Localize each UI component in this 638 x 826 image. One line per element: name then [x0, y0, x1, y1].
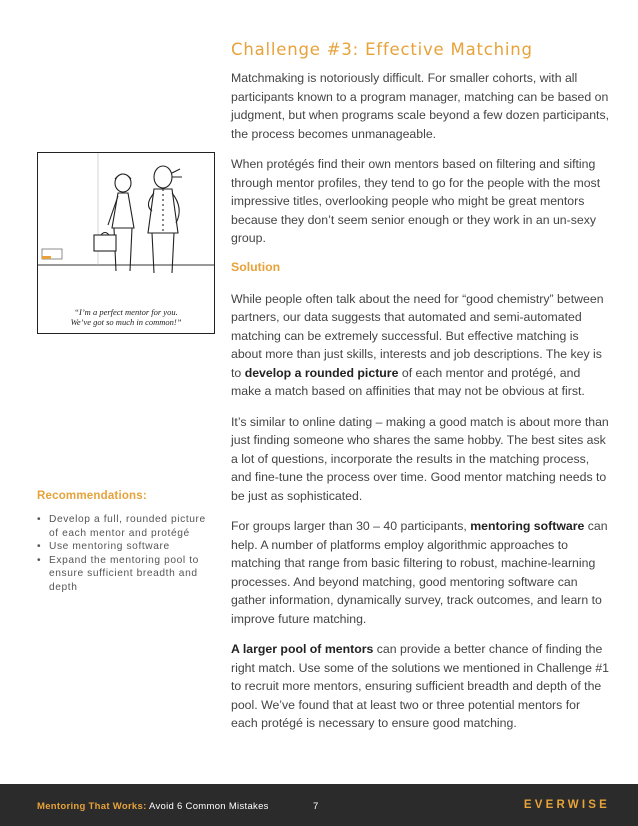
paragraph-proteges: When protégés find their own mentors based on filtering and sifting through mentor profiles, they tend to go for the people with the most impressive titles, overlooking people who might be great mentors because they don’t seem senior enough or they work in an un-sexy group.	[231, 157, 601, 245]
paragraph-online-dating: It’s similar to online dating – making a good match is about more than just finding someone who shares the same hobby. The best sites ask a lot of questions, incorporate the results in the matching process, and fine-tune the process over time. Good mentor matching needs to be just as sophisticated.	[231, 414, 609, 503]
bold-mentoring-software: mentoring software	[470, 519, 585, 533]
recommendations-title: Recommendations:	[37, 490, 147, 502]
text-run: For groups larger than 30 – 40 participants,	[231, 519, 471, 533]
paragraph-chemistry	[231, 290, 609, 401]
list-item	[37, 513, 217, 540]
footer-bar	[0, 784, 638, 826]
text-run: can provide a better chance of finding the right match. Use some of the solutions we mentioned in Challenge #1 to recruit more mentors, ensuring sufficient breadth and depth of the pool. We’ve found that at least two or three potential mentors for each protégé is necessary to ensure good matching.	[231, 642, 609, 730]
card-drawing	[42, 249, 62, 259]
paragraph-larger-pool	[231, 640, 609, 733]
cartoon-drawing	[38, 153, 214, 303]
list-item-text: Expand the mentoring pool to ensure sufficient breadth and depth	[49, 554, 199, 593]
recommendations-list	[37, 513, 217, 594]
mentor-figure	[148, 166, 182, 273]
footer-series: Mentoring That Works:	[37, 801, 147, 812]
bullet-icon: •	[37, 514, 42, 525]
bold-larger-pool: A larger pool of mentors	[231, 642, 374, 656]
recommendations-box	[37, 490, 217, 594]
caption-line-1: “I’m a perfect mentor for you.	[74, 307, 178, 317]
cartoon-caption	[38, 307, 214, 327]
footer-title	[37, 801, 269, 812]
bullet-icon: •	[37, 541, 42, 552]
caption-line-2: We’ve got so much in common!”	[70, 317, 182, 327]
main-column	[231, 40, 609, 745]
bullet-icon: •	[37, 554, 42, 566]
page-number: 7	[313, 801, 319, 812]
page-title: Challenge #3: Effective Matching	[231, 40, 533, 59]
text-run: While people often talk about the need for “good chemistry” between partners, our data suggests that automated and semi-automated matching can be extremely successful. But effective matching is about more than just skills, interests and job descriptions. The key is to	[231, 291, 604, 380]
list-item-text: Develop a full, rounded picture of each mentor and protégé	[49, 514, 206, 539]
text-run: of each mentor and protégé, and make a match based on affinities that may not be obvious at first.	[231, 365, 585, 398]
paragraph-software	[231, 517, 609, 628]
list-item-text: Use mentoring software	[49, 541, 170, 552]
footer-subtitle: Avoid 6 Common Mistakes	[149, 801, 269, 812]
list-item	[37, 554, 217, 595]
cartoon-illustration	[37, 152, 215, 334]
bold-rounded-picture: develop a rounded picture	[244, 365, 399, 380]
text-run: can help. A number of platforms employ algorithmic approaches to matching that range from basic filtering to robust, machine-learning processes. And beyond matching, good mentoring software can gather information, dynamically survey, track outcomes, and learn to improve future matching.	[231, 519, 608, 626]
paragraph-intro: Matchmaking is notoriously difficult. For smaller cohorts, with all participants known to a program manager, matching can be based on judgment, but when programs scale beyond a few dozen participants, the process becomes unmanageable.	[231, 71, 610, 141]
protege-figure	[94, 174, 134, 271]
list-item	[37, 540, 217, 554]
solution-heading: Solution	[231, 259, 281, 274]
brand-logo: EVERWISE	[523, 799, 610, 811]
